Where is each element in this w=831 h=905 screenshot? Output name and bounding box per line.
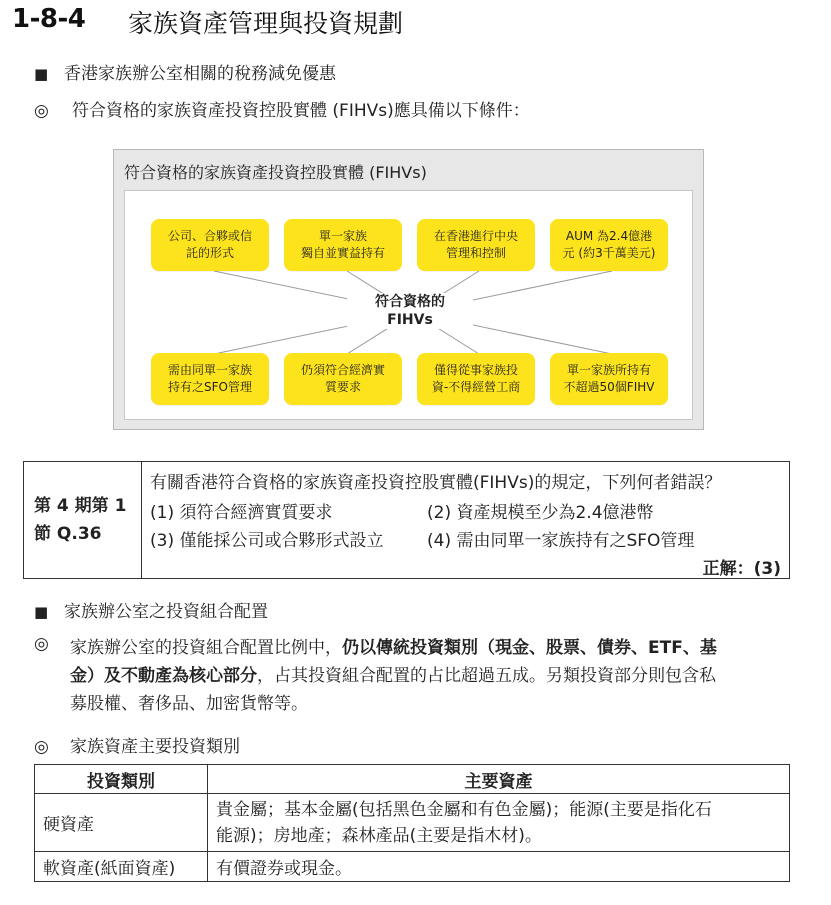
row-assets-hard: 貴金屬；基本金屬(包括黑色金屬和有色金屬)；能源(主要是指化石 能源)；房地產；森林產品(主要是指木材)。 [208, 794, 789, 852]
asset-categories-heading [34, 732, 240, 757]
option-3: (3) 僅能採公司或合夥形式設立 [150, 531, 384, 551]
option-4: (4) 需由同單一家族持有之SFO管理 [427, 531, 695, 551]
header-type: 投資類別 [35, 765, 208, 794]
fihv-diagram [113, 149, 704, 430]
circle-bullet-icon: ◎ [34, 101, 49, 121]
section-number: 1-8-4 [12, 4, 86, 34]
allocation-paragraph: 家族辦公室的投資組合配置比例中，仍以傳統投資類別（現金、股票、債券、ETF、基 金）及不動產為核心部分，占其投資組合配置的占比超過五成。另類投資部分則包含私 募股權、奢侈品、加密貨幣等。 [70, 638, 717, 714]
option-1: (1) 須符合經濟實質要求 [150, 503, 333, 523]
condition-box-aum: AUM 為2.4億港 元 (約3千萬美元) [550, 219, 668, 271]
condition-box-fihv-limit: 單一家族所持有 不超過50個FIHV [550, 353, 668, 405]
bullet-tax-benefits [34, 59, 336, 84]
condition-box-sfo: 需由同單一家族 持有之SFO管理 [151, 353, 269, 405]
diagram-center-label: 符合資格的 FIHVs [347, 293, 473, 329]
section-title: 家族資產管理與投資規劃 [128, 9, 404, 38]
condition-box-investment-only: 僅得從事家族投 資-不得經營工商 [417, 353, 535, 405]
square-bullet-icon: ■ [34, 603, 49, 621]
row-assets-soft: 有價證券或現金。 [216, 859, 352, 879]
condition-box-legal-form: 公司、合夥或信 託的形式 [151, 219, 269, 271]
row-type-soft: 軟資產(紙面資產) [35, 852, 208, 881]
header-assets: 主要資產 [208, 765, 789, 794]
diagram-title: 符合資格的家族資產投資控股實體 (FIHVs) [124, 163, 427, 182]
heading-text: 家族資產主要投資類別 [70, 737, 240, 757]
diagram-panel [124, 190, 693, 420]
condition-box-economic-substance: 仍須符合經濟實 質要求 [284, 353, 402, 405]
condition-box-single-family: 單一家族 獨自並實益持有 [284, 219, 402, 271]
question-source: 第 4 期第 1 節 Q.36 [24, 462, 142, 578]
fihv-conditions-intro [34, 96, 530, 121]
exam-question-table [23, 461, 790, 579]
bullet-text: 香港家族辦公室相關的稅務減免優惠 [64, 64, 336, 84]
bullet-portfolio-allocation [34, 597, 268, 622]
option-2: (2) 資產規模至少為2.4億港幣 [427, 503, 654, 523]
condition-box-hk-management: 在香港進行中央 管理和控制 [417, 219, 535, 271]
answer: 正解：(3) [702, 559, 781, 579]
circle-bullet-icon: ◎ [34, 737, 49, 757]
bullet-text: 家族辦公室之投資組合配置 [64, 602, 268, 622]
circle-bullet-icon: ◎ [34, 634, 49, 654]
intro-text: 符合資格的家族資產投資控股實體 (FIHVs)應具備以下條件： [72, 101, 530, 121]
question-stem: 有關香港符合資格的家族資產投資控股實體(FIHVs)的規定，下列何者錯誤？ [150, 473, 722, 493]
square-bullet-icon: ■ [34, 65, 49, 83]
row-type-hard: 硬資產 [35, 794, 208, 852]
question-body [142, 462, 789, 578]
asset-category-table [34, 764, 790, 882]
